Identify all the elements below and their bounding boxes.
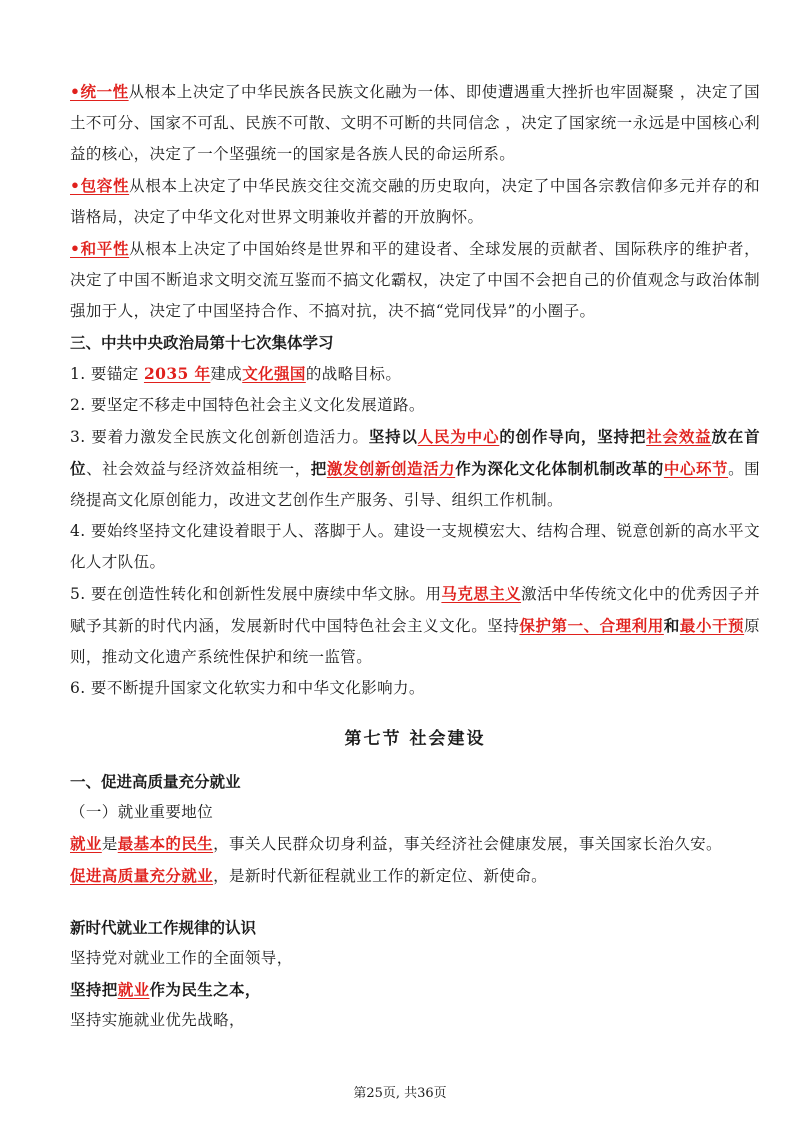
subheading-employment-status: （一）就业重要地位 <box>70 803 214 821</box>
term-unity: •统一性 <box>70 82 129 101</box>
paragraph-unity <box>70 76 760 170</box>
heading-employment-laws: 新时代就业工作规律的认识 <box>70 918 257 937</box>
page-footer: 第25页, 共36页 <box>353 1086 447 1101</box>
list-item-1: 1. 要锚定 2035 年建成文化强国的战略目标。 <box>70 364 402 383</box>
paragraph-peacefulness <box>70 233 760 327</box>
list-item-5: 5. 要在创造性转化和创新性发展中赓续中华文脉。用马克思主义激活中华传统文化中的优秀因子并赋予其新的时代内涵，发展新时代中国特色社会主义文化。坚持保护第一、合理利用和最小干预原则，推动文化遗产系统性保护和统一监管。 <box>70 584 761 666</box>
line-employment-livelihood: 就业是最基本的民生，事关人民群众切身利益，事关经济社会健康发展，事关国家长治久安。 <box>70 834 722 853</box>
law-line-2: 坚持把就业作为民生之本， <box>70 980 261 999</box>
list-item-3: 3. 要着力激发全民族文化创新创造活力。坚持以人民为中心的创作导向，坚持把社会效益放在首位、社会效益与经济效益相统一，把激发创新创造活力作为深化文化体制机制改革的中心环节。围绕提高文化原创能力，改进文艺创作生产服务、引导、组织工作机制。 <box>70 427 761 509</box>
highlight-high-quality-employment: 促进高质量充分就业 <box>70 866 214 885</box>
section-title: 第七节 社会建设 <box>344 729 486 749</box>
list-item-2: 2. 要坚定不移走中国特色社会主义文化发展道路。 <box>70 396 425 414</box>
law-line-1: 坚持党对就业工作的全面领导， <box>70 949 293 967</box>
heading-politburo-study: 三、中共中央政治局第十七次集体学习 <box>70 333 334 352</box>
law-line-3: 坚持实施就业优先战略， <box>70 1011 245 1029</box>
paragraph-text: 从根本上决定了中国始终是世界和平的建设者、全球发展的贡献者、国际秩序的维护者，决定了中国不断追求文明交流互鉴而不搞文化霸权，决定了中国不会把自己的价值观念与政治体制强加于人，决定了中国坚持合作、不搞对抗，决不搞“党同伐异”的小圈子。 <box>70 240 760 320</box>
highlight-central-link: 中心环节 <box>663 459 729 478</box>
paragraph-inclusiveness <box>70 170 760 233</box>
term-inclusiveness: •包容性 <box>70 176 130 195</box>
paragraph-text: 从根本上决定了中华民族各民族文化融为一体、即使遭遇重大挫折也牢固凝聚 ，决定了国土不可分、国家不可乱、民族不可散、文明不可断的共同信念 ，决定了国家统一永远是中国核心利益的核心，决定了一个坚强统一的国家是各族人民的命运所系。 <box>70 83 760 163</box>
term-peacefulness: •和平性 <box>70 239 130 258</box>
document-body <box>70 76 760 1036</box>
highlight-employment-2: 就业 <box>117 980 150 999</box>
highlight-employment: 就业 <box>70 834 102 853</box>
highlight-marxism: 马克思主义 <box>441 584 522 603</box>
paragraph-text: 从根本上决定了中华民族交往交流交融的历史取向，决定了中国各宗教信仰多元并存的和谐格局，决定了中华文化对世界文明兼收并蓄的开放胸怀。 <box>70 177 760 226</box>
line-high-quality-employment: 促进高质量充分就业，是新时代新征程就业工作的新定位、新使命。 <box>70 866 548 885</box>
list-item-4: 4. 要始终坚持文化建设着眼于人、落脚于人。建设一支规模宏大、结构合理、锐意创新的高水平文化人才队伍。 <box>70 522 760 571</box>
highlight-social-benefit: 社会效益 <box>646 427 712 446</box>
highlight-minimal-intervention: 最小干预 <box>679 616 745 635</box>
list-item-6: 6. 要不断提升国家文化软实力和中华文化影响力。 <box>70 679 425 697</box>
highlight-innovation-vitality: 激发创新创造活力 <box>326 459 456 478</box>
highlight-protection-first: 保护第一、合理利用 <box>519 616 664 635</box>
highlight-people-centered: 人民为中心 <box>417 427 500 446</box>
spacer <box>70 892 760 912</box>
highlight-2035: 2035 年 <box>143 364 211 383</box>
heading-employment: 一、促进高质量充分就业 <box>70 772 241 791</box>
highlight-culture-power: 文化强国 <box>242 364 306 383</box>
highlight-basic-livelihood: 最基本的民生 <box>117 834 214 853</box>
